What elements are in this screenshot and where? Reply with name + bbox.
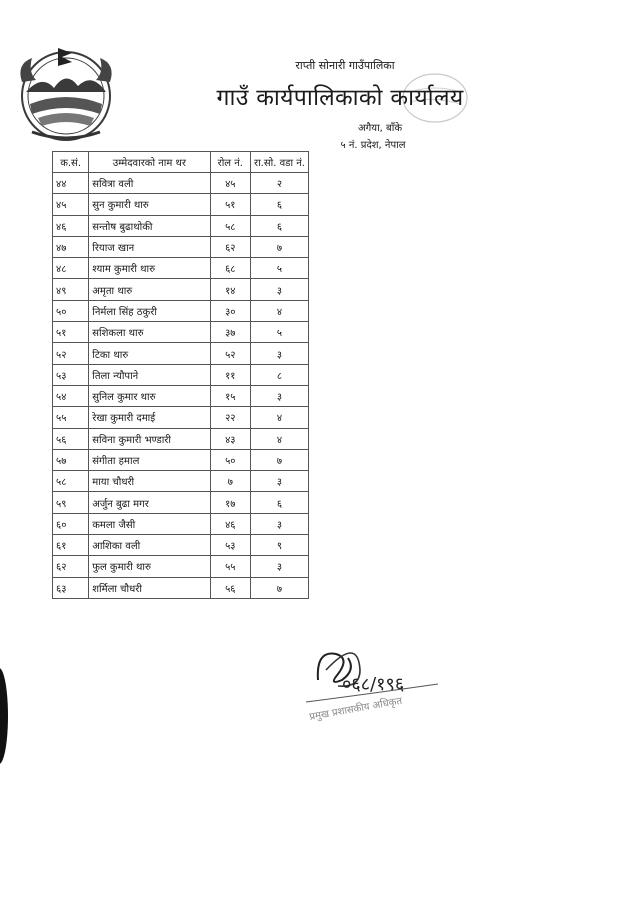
cell-roll: ५० <box>210 449 250 470</box>
cell-ward: ३ <box>250 279 308 300</box>
cell-name: सुन कुमारी थारु <box>89 194 210 215</box>
header-ward: रा.सो. वडा नं. <box>250 152 308 173</box>
cell-roll: ७ <box>210 471 250 492</box>
table-row <box>53 513 309 534</box>
cell-roll: ४६ <box>210 513 250 534</box>
cell-name: कमला जैसी <box>89 513 210 534</box>
table-row <box>53 194 309 215</box>
table-row <box>53 236 309 257</box>
cell-ward: ९ <box>250 535 308 556</box>
cell-sn: ६० <box>53 513 89 534</box>
cell-sn: ४७ <box>53 236 89 257</box>
cell-name: संगीता हमाल <box>89 449 210 470</box>
table-row <box>53 343 309 364</box>
cell-sn: ४६ <box>53 215 89 236</box>
cell-sn: ४८ <box>53 258 89 279</box>
scan-edge-mark <box>0 668 8 764</box>
cell-roll: ६२ <box>210 236 250 257</box>
cell-name: माया चौधरी <box>89 471 210 492</box>
cell-ward: ४ <box>250 300 308 321</box>
table-row <box>53 492 309 513</box>
cell-ward: ३ <box>250 556 308 577</box>
table-row <box>53 471 309 492</box>
cell-roll: ११ <box>210 364 250 385</box>
table-row <box>53 407 309 428</box>
table-row <box>53 535 309 556</box>
cell-name: अमृता थारु <box>89 279 210 300</box>
table-row <box>53 279 309 300</box>
cell-roll: ५५ <box>210 556 250 577</box>
cell-sn: ४५ <box>53 194 89 215</box>
cell-sn: ५६ <box>53 428 89 449</box>
cell-sn: ५९ <box>53 492 89 513</box>
table-row <box>53 322 309 343</box>
cell-name: तिला न्यौपाने <box>89 364 210 385</box>
cell-sn: ५३ <box>53 364 89 385</box>
signature-number: ०६८/१९६ <box>342 674 405 695</box>
table-row <box>53 577 309 598</box>
cell-name: रेखा कुमारी दमाई <box>89 407 210 428</box>
cell-sn: ५२ <box>53 343 89 364</box>
header-roll: रोल नं. <box>210 152 250 173</box>
cell-sn: ५७ <box>53 449 89 470</box>
cell-roll: ४३ <box>210 428 250 449</box>
header-name: उम्मेदवारको नाम थर <box>89 152 210 173</box>
cell-name: सशिकला थारु <box>89 322 210 343</box>
table-row <box>53 385 309 406</box>
cell-name: रियाज खान <box>89 236 210 257</box>
table-header-row <box>53 152 309 173</box>
cell-sn: ४९ <box>53 279 89 300</box>
table-row <box>53 364 309 385</box>
cell-ward: ६ <box>250 194 308 215</box>
cell-name: श्याम कुमारी थारु <box>89 258 210 279</box>
cell-ward: ७ <box>250 577 308 598</box>
cell-name: सन्तोष बुढाथोकी <box>89 215 210 236</box>
cell-ward: ६ <box>250 215 308 236</box>
office-title: गाउँ कार्यपालिकाको कार्यालय <box>216 85 464 111</box>
cell-roll: ६८ <box>210 258 250 279</box>
table-row <box>53 556 309 577</box>
table-row <box>53 428 309 449</box>
stamp-text: प्रमुख प्रशासकीय अधिकृत <box>308 695 403 723</box>
cell-sn: ५१ <box>53 322 89 343</box>
cell-name: शर्मिला चौधरी <box>89 577 210 598</box>
cell-sn: ६२ <box>53 556 89 577</box>
cell-name: फुल कुमारी थारु <box>89 556 210 577</box>
cell-ward: ७ <box>250 449 308 470</box>
cell-ward: ३ <box>250 471 308 492</box>
cell-name: सविना कुमारी भण्डारी <box>89 428 210 449</box>
cell-name: सुनिल कुमार थारु <box>89 385 210 406</box>
cell-ward: ८ <box>250 364 308 385</box>
cell-name: अर्जुन बुढा मगर <box>89 492 210 513</box>
cell-ward: ४ <box>250 428 308 449</box>
municipality-name: राप्ती सोनारी गाउँपालिका <box>295 59 395 72</box>
cell-roll: १५ <box>210 385 250 406</box>
cell-name: निर्मला सिंह ठकुरी <box>89 300 210 321</box>
signature-stamp <box>298 640 448 745</box>
cell-sn: ५० <box>53 300 89 321</box>
cell-ward: ६ <box>250 492 308 513</box>
cell-name: टिका थारु <box>89 343 210 364</box>
cell-sn: ५५ <box>53 407 89 428</box>
cell-ward: ७ <box>250 236 308 257</box>
cell-ward: ३ <box>250 513 308 534</box>
table-row <box>53 173 309 194</box>
cell-roll: ३० <box>210 300 250 321</box>
cell-ward: ३ <box>250 343 308 364</box>
cell-sn: ४४ <box>53 173 89 194</box>
government-emblem-icon <box>12 44 120 144</box>
cell-roll: ५३ <box>210 535 250 556</box>
cell-name: सवित्रा वली <box>89 173 210 194</box>
table-row <box>53 449 309 470</box>
cell-ward: ३ <box>250 385 308 406</box>
cell-name: आशिका वली <box>89 535 210 556</box>
cell-ward: ५ <box>250 322 308 343</box>
cell-roll: ५१ <box>210 194 250 215</box>
candidate-table <box>52 151 309 599</box>
cell-sn: ५४ <box>53 385 89 406</box>
cell-ward: २ <box>250 173 308 194</box>
office-address: अगैया, बाँके <box>358 123 402 134</box>
cell-roll: ५८ <box>210 215 250 236</box>
cell-ward: ४ <box>250 407 308 428</box>
header-sn: क.सं. <box>53 152 89 173</box>
cell-roll: ५६ <box>210 577 250 598</box>
cell-sn: ६३ <box>53 577 89 598</box>
table-row <box>53 300 309 321</box>
table-row <box>53 258 309 279</box>
cell-sn: ५८ <box>53 471 89 492</box>
province-line: ५ नं. प्रदेश, नेपाल <box>340 140 406 151</box>
cell-roll: १७ <box>210 492 250 513</box>
cell-roll: ३७ <box>210 322 250 343</box>
table-row <box>53 215 309 236</box>
cell-sn: ६१ <box>53 535 89 556</box>
cell-roll: २२ <box>210 407 250 428</box>
cell-roll: १४ <box>210 279 250 300</box>
cell-roll: ५२ <box>210 343 250 364</box>
cell-ward: ५ <box>250 258 308 279</box>
cell-roll: ४५ <box>210 173 250 194</box>
